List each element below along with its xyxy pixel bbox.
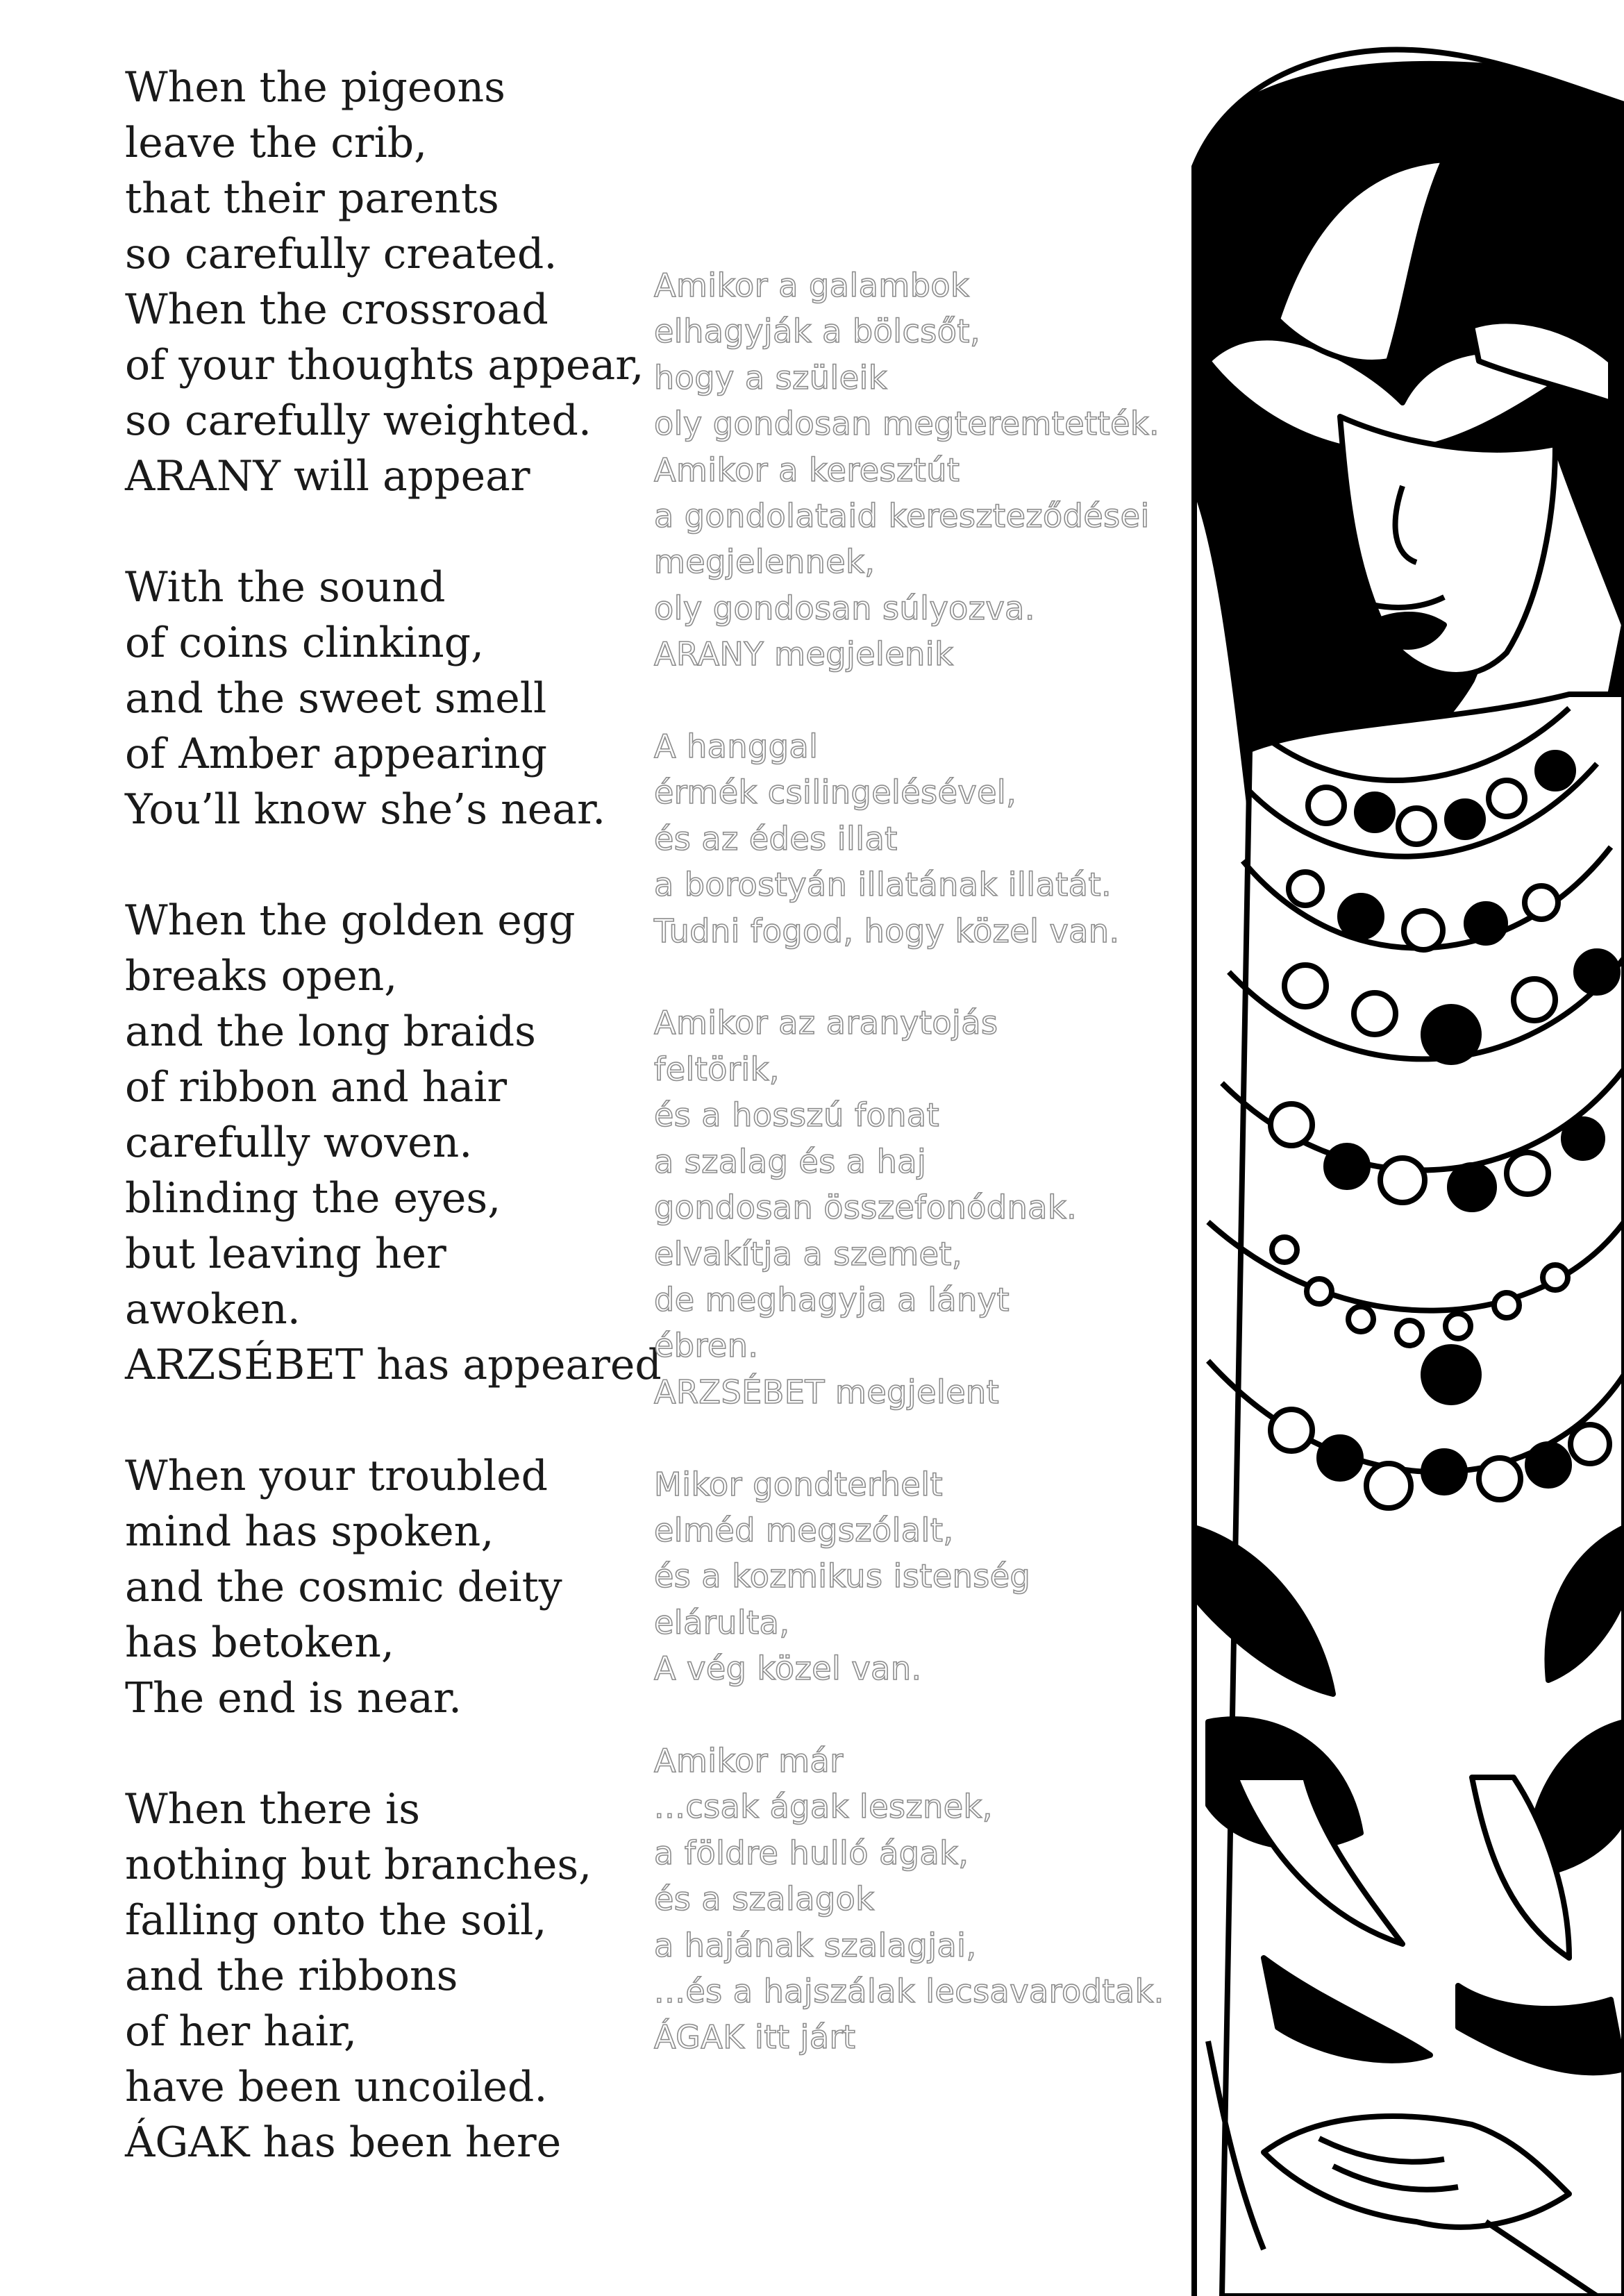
poem-line: elhagyják a bölcsőt, [654, 312, 981, 351]
poem-line: megjelennek, [654, 543, 876, 581]
poem-line: falling onto the soil, [125, 1896, 547, 1945]
poem-line: a földre hulló ágak, [654, 1834, 969, 1872]
poem-line: oly gondosan súlyozva. [654, 589, 1035, 627]
poem-line: és az édes illat [654, 819, 898, 857]
poem-line: and the ribbons [125, 1952, 458, 2000]
poem-line: ÁGAK has been here [125, 2118, 562, 2167]
woman-illustration [1180, 0, 1624, 2296]
poem-line: When the crossroad [125, 285, 549, 334]
poem-line: so carefully weighted. [125, 396, 592, 445]
poem-line: és a hosszú fonat [654, 1096, 940, 1134]
stanza [654, 1461, 1182, 1692]
poem-line: have been uncoiled. [125, 2063, 548, 2111]
poem-line: blinding the eyes, [125, 1174, 501, 1223]
poem-line: és a szalagok [654, 1880, 875, 1918]
poem-line: hogy a szüleik [654, 358, 887, 396]
poem-line: ÁGAK itt járt [654, 2018, 856, 2056]
poem-line: ARZSÉBET megjelent [654, 1373, 1000, 1411]
poem-line: of Amber appearing [125, 730, 548, 778]
poem-line: oly gondosan megteremtették. [654, 405, 1160, 443]
poem-hungarian [654, 262, 1182, 2061]
poem-line: Mikor gondterhelt [654, 1465, 944, 1503]
stanza [125, 60, 644, 504]
poem-line: gondosan összefonódnak. [654, 1189, 1078, 1227]
poem-line: and the cosmic deity [125, 1563, 562, 1611]
poem-line: When your troubled [125, 1452, 549, 1500]
poem-line: ...és a hajszálak lecsavarodtak. [654, 1972, 1164, 2010]
stanza [125, 1782, 639, 2170]
poem-line: When the golden egg [125, 896, 576, 945]
poem-line: a gondolataid kereszteződései [654, 497, 1150, 535]
poem-line: nothing but branches, [125, 1841, 592, 1889]
poem-line: elméd megszólalt, [654, 1511, 954, 1549]
poem-line: When the pigeons [125, 63, 505, 112]
poem-english [125, 60, 662, 2170]
stanza [654, 723, 1182, 954]
stanza [125, 560, 639, 837]
poem-line: carefully woven. [125, 1118, 473, 1167]
poem-line: elárulta, [654, 1603, 790, 1641]
poem-line: of her hair, [125, 2007, 358, 2056]
poem-line: awoken. [125, 1285, 301, 1334]
poem-line: ...csak ágak lesznek, [654, 1788, 993, 1826]
poem-line: mind has spoken, [125, 1507, 494, 1556]
stanza [125, 1448, 639, 1726]
poem-line: so carefully created. [125, 230, 558, 278]
poem-line: You’ll know she’s near. [125, 785, 606, 834]
poem-line: of coins clinking, [125, 619, 485, 667]
poem-line: and the long braids [125, 1007, 536, 1056]
poem-line: és a kozmikus istenség [654, 1557, 1031, 1595]
poem-line: elvakítja a szemet, [654, 1234, 963, 1273]
poem-line: of your thoughts appear, [125, 341, 644, 389]
poem-line: a szalag és a haj [654, 1142, 927, 1180]
poem-line: The end is near. [125, 1674, 462, 1723]
poem-line: Tudni fogod, hogy közel van. [654, 912, 1120, 950]
poem-line: feltörik, [654, 1050, 780, 1088]
poem-line: and the sweet smell [125, 674, 547, 723]
poem-line: ébren. [654, 1327, 759, 1365]
poem-line: breaks open, [125, 952, 398, 1000]
poem-line: Amikor már [654, 1741, 844, 1779]
poem-line: ARZSÉBET has appeared [125, 1341, 662, 1389]
stanza [125, 893, 662, 1393]
poem-line: ARANY megjelenik [654, 635, 954, 673]
poem-line: has betoken, [125, 1618, 395, 1667]
poem-line: de meghagyja a lányt [654, 1280, 1010, 1318]
poem-line: of ribbon and hair [125, 1063, 508, 1112]
poem-line: but leaving her [125, 1230, 446, 1278]
stanza [654, 262, 1182, 678]
stanza [654, 1000, 1182, 1415]
poem-line: Amikor a galambok [654, 267, 970, 304]
poem-line: a hajának szalagjai, [654, 1926, 977, 1964]
poem-line: With the sound [125, 563, 446, 612]
poem-line: A hanggal [654, 728, 819, 766]
poem-line: érmék csilingelésével, [654, 773, 1017, 812]
poem-line: When there is [125, 1785, 421, 1834]
poem-line: A vég közel van. [654, 1650, 922, 1688]
poem-line: that their parents [125, 174, 499, 223]
poem-line: ARANY will appear [125, 452, 530, 501]
poem-line: a borostyán illatának illatát. [654, 866, 1112, 904]
poem-line: Amikor az aranytojás [654, 1004, 998, 1042]
poem-line: Amikor a keresztút [654, 451, 960, 489]
stanza [654, 1738, 1182, 2061]
poem-line: leave the crib, [125, 119, 428, 167]
